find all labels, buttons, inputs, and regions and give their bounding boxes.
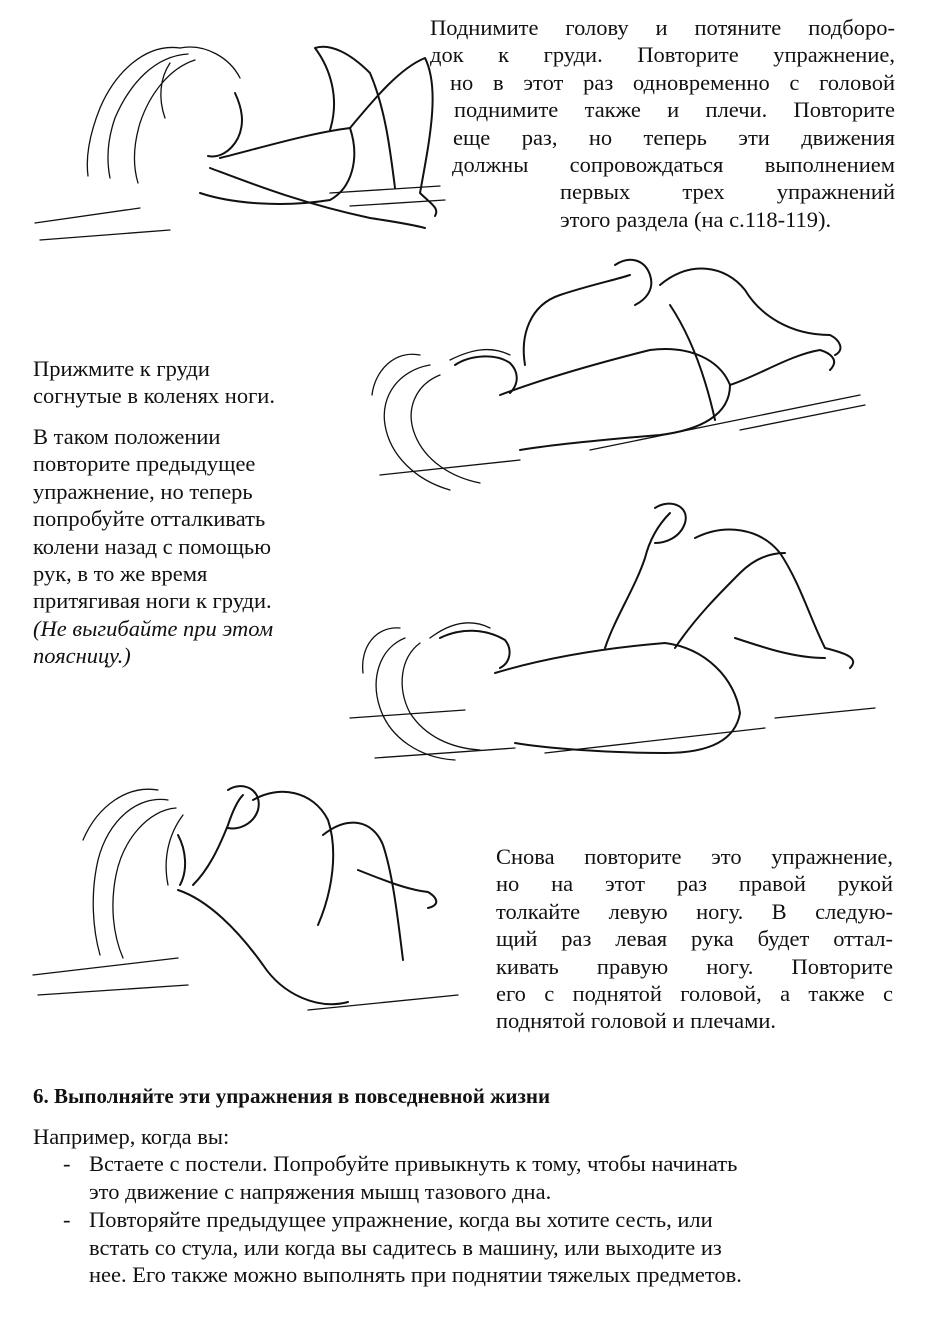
text-line: его с поднятой головой, а также с xyxy=(496,981,893,1007)
text-line: поднимите также и плечи. Повторите xyxy=(454,97,895,123)
arm xyxy=(193,795,243,885)
text-line: это движение с напряжения мышц тазового дна. xyxy=(89,1178,552,1204)
text-line: встать со стула, или когда вы садитесь в машину, или выходите из xyxy=(89,1234,722,1260)
text-line: поднятой головой и плечами. xyxy=(496,1008,776,1034)
text-line: но в этот раз одновременно с головой xyxy=(450,69,895,95)
torso xyxy=(500,349,730,450)
knee xyxy=(695,530,853,668)
text-line: еще раз, но теперь эти движения xyxy=(453,124,895,150)
illustration-push-knees xyxy=(345,498,880,798)
bullet-dash: - xyxy=(63,1151,71,1176)
text-line: притягивая ноги к груди. xyxy=(33,588,272,614)
thigh-left xyxy=(253,792,333,925)
text-line: В таком положении xyxy=(33,424,221,449)
face xyxy=(455,356,517,393)
face xyxy=(208,93,242,156)
torso xyxy=(495,643,740,753)
hand xyxy=(615,260,651,305)
text-line: этого раздела (на с.118-119). xyxy=(560,206,832,232)
floor-lines xyxy=(35,186,445,240)
text-line: колени назад с помощью xyxy=(33,533,271,559)
shin xyxy=(670,305,715,420)
instruction-head-lift xyxy=(430,14,895,233)
thigh-right xyxy=(323,823,403,960)
text-line: нее. Его также можно выполнять при поднятии тяжелых предметов. xyxy=(89,1262,742,1287)
leg-left xyxy=(315,47,395,188)
bullet-list xyxy=(33,1150,893,1290)
face xyxy=(178,835,185,885)
text-line: Прижмите к груди xyxy=(33,356,210,381)
leg-right xyxy=(350,58,436,216)
text-line: повторите предыдущее xyxy=(33,451,256,477)
text-line: толкайте левую ногу. В следую- xyxy=(496,898,893,924)
hair xyxy=(363,623,490,760)
text-line: поясницу.) xyxy=(33,643,131,669)
arm-left xyxy=(605,513,670,648)
legs-lower xyxy=(730,350,834,385)
text-line: щий раз левая рука будет оттал- xyxy=(496,926,893,952)
torso xyxy=(178,890,348,1004)
text-line: Снова повторите это упражнение, xyxy=(496,844,893,869)
text-line: но на этот раз правой рукой xyxy=(496,871,893,897)
text-line: должны сопровождаться выполнением xyxy=(452,152,895,178)
illustration-knees-to-chest xyxy=(360,245,880,515)
instruction-alternate-push xyxy=(496,843,893,1035)
section-heading: 6. Выполняйте эти упражнения в повседневной жизни xyxy=(33,1084,551,1108)
hand-left xyxy=(655,504,686,543)
text-line: док к груди. Повторите упражнение, xyxy=(430,42,895,68)
text-line: Поднимите голову и потяните подборо- xyxy=(430,15,895,40)
text-line: первых трех упражнений xyxy=(560,179,895,205)
text-line: попробуйте отталкивать xyxy=(33,506,266,532)
list-item xyxy=(33,1150,893,1205)
arm-right xyxy=(675,553,785,648)
list-item xyxy=(33,1206,893,1289)
shin xyxy=(735,638,825,658)
text-line: упражнение, но теперь xyxy=(33,478,253,504)
text-line: согнутые в коленях ноги. xyxy=(33,383,275,409)
face xyxy=(440,631,510,668)
legs xyxy=(660,269,840,355)
instruction-knees-to-chest xyxy=(33,355,329,410)
text-line: рук, в то же время xyxy=(33,561,208,587)
floor-lines xyxy=(33,958,458,1010)
feet xyxy=(358,870,436,908)
text-line: Повторяйте предыдущее упражнение, когда вы хотите сесть, или xyxy=(89,1207,713,1232)
hair xyxy=(83,789,183,958)
arm-up xyxy=(524,275,630,365)
text-line: кивать правую ногу. Повторите xyxy=(496,953,893,979)
text-line: Встаете с постели. Попробуйте привыкнуть к тому, чтобы начинать xyxy=(89,1151,738,1176)
illustration-head-lift xyxy=(30,18,450,263)
section-intro: Например, когда вы: xyxy=(33,1124,230,1149)
instruction-push-knees xyxy=(33,423,329,670)
hair xyxy=(87,47,240,183)
illustration-curl-up xyxy=(28,780,468,1040)
bullet-dash: - xyxy=(63,1207,71,1232)
hand xyxy=(228,786,259,828)
text-line: (Не выгибайте при этом xyxy=(33,615,274,641)
floor-lines xyxy=(380,395,865,475)
